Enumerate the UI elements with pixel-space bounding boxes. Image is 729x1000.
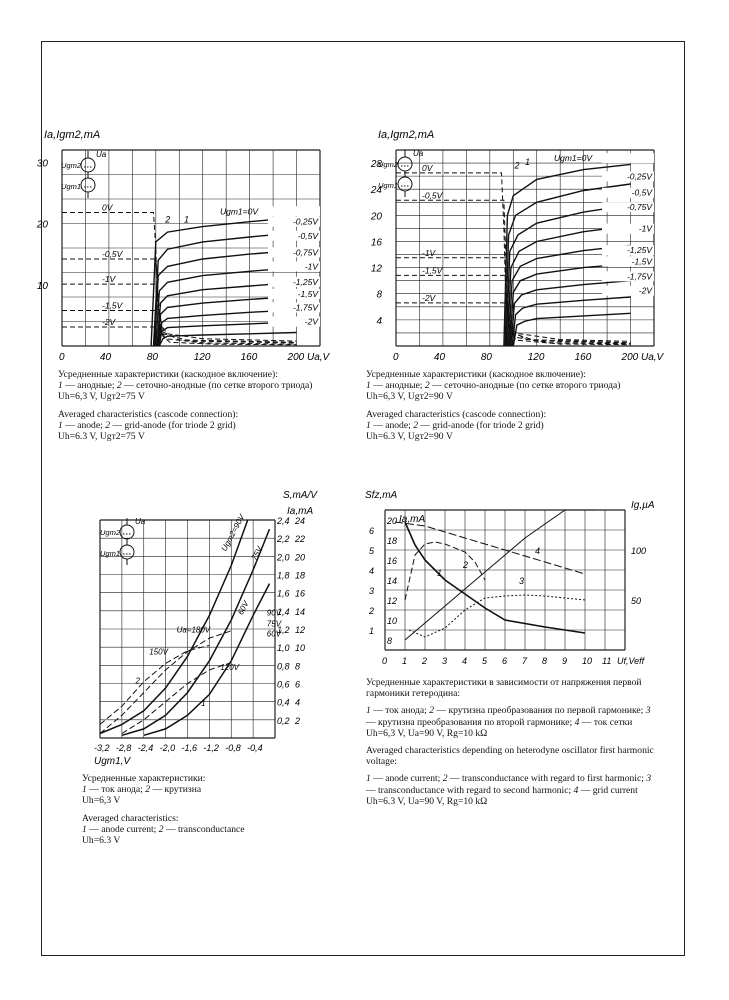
curve-label-bg xyxy=(602,153,654,163)
x-tick-label: 6 xyxy=(502,656,508,666)
curve-label: 1 xyxy=(437,568,443,578)
x-tick-label: 7 xyxy=(522,656,528,666)
y-axis-label: Ia,Igт2,mA xyxy=(378,129,435,141)
y-tick-label-s: 0,8 xyxy=(277,661,290,672)
caption-number: 3 xyxy=(645,705,651,717)
y-tick-label-s: 1,6 xyxy=(277,588,290,599)
y-tick-label: 30 xyxy=(36,158,48,170)
y-tick-label-s: 0,2 xyxy=(277,715,290,726)
caption-number: 2 xyxy=(424,380,430,392)
y-tick-label-ia: 10 xyxy=(387,616,398,626)
y-tick-label: 24 xyxy=(295,516,306,526)
y-tick-label: 22 xyxy=(295,534,306,545)
curve-label: 60V xyxy=(236,599,251,617)
label-ugt2: Ugт2 xyxy=(61,161,82,170)
y-tick-label: 12 xyxy=(295,625,306,635)
caption-text: — anode current; xyxy=(89,823,157,835)
curve-label: Ugт2=90V xyxy=(219,512,247,553)
y-tick-label-ig: 50 xyxy=(631,596,642,606)
grid-voltage-label: -1V xyxy=(422,247,436,258)
y-tick-label-s: 1,8 xyxy=(277,570,290,581)
caption-number: 1 xyxy=(366,419,371,431)
x-tick-label: 3 xyxy=(442,656,448,666)
x-tick-label: -3,2 xyxy=(94,743,110,753)
caption-params: Uh=6,3 V, Ua=90 V, Rg=10 kΩ xyxy=(366,727,488,739)
caption-number: 3 xyxy=(646,773,652,785)
x-tick-label: 160 xyxy=(574,352,592,363)
y-tick-label: 20 xyxy=(370,211,382,223)
x-tick-label: 160 xyxy=(240,352,258,363)
curve-label: -0,75V xyxy=(626,202,652,213)
label-ugt2: Ugт2 xyxy=(378,160,399,169)
caption-number: 1 xyxy=(58,380,63,392)
label-ugt1: Ugт1 xyxy=(100,549,121,558)
y-tick-label: 20 xyxy=(36,219,48,231)
grid-voltage-label: -0,5V xyxy=(102,249,123,260)
y-tick-label: 8 xyxy=(295,661,301,672)
curve-label: 2 xyxy=(463,560,469,570)
heterodyne-curve xyxy=(405,522,585,633)
label-ua: Ua xyxy=(413,149,424,158)
caption-text: — grid-anode (for triode 2 grid) xyxy=(420,419,544,431)
grid-voltage-label: -2V xyxy=(102,317,116,328)
curve-label: 150V xyxy=(149,647,168,657)
caption-text: — anode current; xyxy=(373,773,441,785)
y-axis-label: Ia,Igт2,mA xyxy=(44,129,101,141)
caption-number: 2 xyxy=(105,419,110,431)
caption-params: Uh=6,3 V xyxy=(82,795,121,807)
curve-label: 1 xyxy=(201,699,206,709)
y-tick-label-s: 0,4 xyxy=(277,697,290,708)
caption-text: — крутизна преобразования по первой гармонике; xyxy=(436,705,644,717)
x-tick-label: -2,0 xyxy=(159,743,176,753)
caption-number: 1 xyxy=(366,705,371,717)
y-tick-label-ia: 8 xyxy=(387,636,393,646)
y-tick-label: 20 xyxy=(295,552,306,563)
y-tick-label-ig: 100 xyxy=(631,546,647,556)
y-tick-label-s: 4 xyxy=(369,566,375,576)
y-axis-label: Sfz,mA xyxy=(365,490,398,501)
x-tick-label: -2,8 xyxy=(115,743,132,753)
y-tick-label: 28 xyxy=(370,159,382,171)
curve-label: Ua=180V xyxy=(176,625,211,635)
curve-label: 90V xyxy=(266,608,282,618)
y-axis-label: Ia,mA xyxy=(399,514,426,525)
x-tick-label: 0 xyxy=(59,352,65,363)
caption-number: 4 xyxy=(574,716,580,728)
caption-text: — transconductance with regard to first harmonic; xyxy=(449,773,644,785)
y-tick-label-s: 2,2 xyxy=(277,534,290,545)
curve-label: 75V xyxy=(266,619,282,629)
y-axis-label: Ia,mA xyxy=(287,506,314,517)
x-tick-label: 11 xyxy=(602,656,612,666)
caption-text: — transconductance with regard to second harmonic; xyxy=(366,784,572,796)
x-tick-label: 9 xyxy=(562,656,568,666)
curve-label: 120V xyxy=(220,662,239,672)
caption-text: — крутизна xyxy=(152,784,202,796)
caption-params: Uh=6.3 V, Ua=90 V, Rg=10 kΩ xyxy=(366,795,488,807)
y-tick-label-s: 2,4 xyxy=(277,516,290,526)
x-tick-label: 80 xyxy=(480,352,492,363)
curve-label: -1,5V xyxy=(631,256,652,267)
caption-text: — transconductance xyxy=(165,823,245,835)
caption-text: — ток сетки xyxy=(581,716,633,728)
caption-text: — grid-anode (for triode 2 grid) xyxy=(112,419,236,431)
curve-label-bg xyxy=(268,206,320,216)
curve-marker: 1 xyxy=(525,157,531,168)
transconductance-curve xyxy=(144,584,270,736)
caption-number: 4 xyxy=(573,784,579,796)
curve-label: -1,75V xyxy=(626,271,652,282)
caption-chart-4 xyxy=(366,677,661,807)
label-ugt2: Ugт2 xyxy=(100,528,121,537)
caption-params: Uh=6.3 V xyxy=(82,835,121,847)
caption-number: 1 xyxy=(366,773,371,785)
x-axis-label: Uf,Veff xyxy=(617,656,645,666)
x-tick-label: -0,4 xyxy=(247,743,263,753)
x-tick-label: -2,4 xyxy=(137,743,154,753)
x-tick-label: 120 xyxy=(193,352,211,363)
caption-params: Uh=6,3 V, Ugт2=75 V xyxy=(58,391,145,403)
label-ua: Ua xyxy=(135,517,146,526)
x-tick-label: 10 xyxy=(582,656,593,666)
caption-chart-3 xyxy=(82,773,332,846)
y-tick-label-s: 2,0 xyxy=(277,552,290,563)
caption-number: 2 xyxy=(145,784,151,796)
caption-text: — grid current xyxy=(580,784,638,796)
caption-ru-title: Усредненные характеристики в зависимости от напряжения первой гармоники гетеродина: xyxy=(366,677,642,700)
y-tick-label-s: 1 xyxy=(369,626,375,636)
curve-label: -1V xyxy=(638,223,652,234)
y-tick-label: 4 xyxy=(376,315,382,327)
anode-characteristics-chart-75v xyxy=(36,120,340,365)
x-tick-label: 0 xyxy=(382,656,388,666)
caption-text: — anode; xyxy=(373,419,411,431)
y-tick-label-s: 0,6 xyxy=(277,679,290,690)
x-tick-label: 5 xyxy=(482,656,488,666)
x-tick-label: 4 xyxy=(462,656,468,666)
grid-voltage-label: -1V xyxy=(102,274,116,285)
y-tick-label: 10 xyxy=(295,643,306,654)
y-tick-label: 12 xyxy=(370,263,382,275)
y-tick-label-s: 6 xyxy=(369,526,375,536)
caption-number: 2 xyxy=(413,419,418,431)
y-tick-label: 10 xyxy=(36,280,48,292)
caption-text: — крутизна преобразования по второй гармонике; xyxy=(366,716,573,728)
caption-params: Uh=6.3 V, Ugт2=75 V xyxy=(58,431,145,443)
triode-icon xyxy=(81,178,95,192)
curve-label: 3 xyxy=(519,576,525,586)
grid-voltage-label: 0V xyxy=(102,202,113,213)
grid-voltage-label: 0V xyxy=(422,162,433,173)
y-tick-label: 2 xyxy=(295,715,301,726)
label-ugt1: Ugт1 xyxy=(378,181,399,190)
y-tick-label-ia: 14 xyxy=(387,576,398,586)
curve-marker: 1 xyxy=(183,214,189,225)
y-tick-label-s: 1,2 xyxy=(277,625,290,635)
caption-text: — анодные; xyxy=(65,380,115,392)
y-tick-label: 14 xyxy=(295,606,306,617)
caption-text: — анодные; xyxy=(373,380,423,392)
caption-chart-1 xyxy=(58,369,348,442)
x-tick-label: 200 Ua,V xyxy=(287,352,330,363)
curve-marker: 2 xyxy=(165,214,171,225)
x-tick-label: -1,2 xyxy=(203,743,219,753)
caption-number: 1 xyxy=(366,380,371,392)
y-tick-label: 16 xyxy=(370,237,382,249)
x-axis-label: Ugт1,V xyxy=(94,756,131,767)
curve-label: -0,25V xyxy=(292,216,318,227)
caption-number: 1 xyxy=(82,823,87,835)
y-tick-label-s: 1,0 xyxy=(277,643,290,654)
caption-number: 1 xyxy=(58,419,63,431)
y-tick-label-s: 2 xyxy=(369,606,375,616)
caption-en-title: Averaged characteristics (cascode connection): xyxy=(366,408,547,420)
y-tick-label-ia: 18 xyxy=(387,536,398,546)
y-tick-label-ia: 16 xyxy=(387,556,398,566)
y-tick-label: 18 xyxy=(295,570,306,581)
curve-label: Ugт1=0V xyxy=(553,153,592,164)
caption-en-title: Averaged characteristics (cascode connection): xyxy=(58,408,239,420)
y-tick-label: 6 xyxy=(295,679,301,690)
curve-label: 2 xyxy=(135,676,140,686)
x-tick-label: -0,8 xyxy=(225,743,241,753)
curve-label: -2V xyxy=(638,285,652,296)
y-tick-label: 16 xyxy=(295,588,306,599)
caption-number: 2 xyxy=(429,705,435,717)
caption-number: 1 xyxy=(82,784,87,796)
curve-label: 60V xyxy=(266,629,282,639)
triode-icon xyxy=(81,158,95,172)
caption-en-title: Averaged characteristics depending on heterodyne oscillator first harmonic voltage: xyxy=(366,745,654,768)
y-axis-label: S,mA/V xyxy=(283,490,317,501)
curve-label: -0,75V xyxy=(292,247,318,258)
x-tick-label: 0 xyxy=(393,352,399,363)
caption-number: 2 xyxy=(116,380,122,392)
caption-text: — anode; xyxy=(65,419,103,431)
caption-text: — сеточно-анодные (по сетке второго триода) xyxy=(432,380,621,392)
curve-label: -1,75V xyxy=(292,302,318,313)
caption-params: Uh=6.3 V, Ugт2=90 V xyxy=(366,431,453,443)
curve-label: -0,5V xyxy=(297,230,318,241)
grid-voltage-label: -1,5V xyxy=(102,300,123,311)
caption-ru-title: Усредненные характеристики: xyxy=(82,773,206,784)
x-tick-label: 8 xyxy=(542,656,548,666)
caption-number: 2 xyxy=(442,773,448,785)
caption-text: — сеточно-анодные (по сетке второго триода) xyxy=(124,380,313,392)
transconductance-chart xyxy=(70,480,340,775)
curve-label: -0,5V xyxy=(631,187,652,198)
heterodyne-curve xyxy=(405,510,595,640)
caption-chart-2 xyxy=(366,369,666,442)
x-tick-label: 40 xyxy=(99,352,112,363)
caption-en-title: Averaged characteristics: xyxy=(82,812,179,824)
y-tick-label: 4 xyxy=(295,697,301,708)
y-tick-label: 8 xyxy=(376,289,382,301)
curve-label: -2V xyxy=(304,316,318,327)
caption-text: — ток анода; xyxy=(373,705,427,717)
curve-label: -1,5V xyxy=(297,289,318,299)
x-tick-label: 200 Ua,V xyxy=(621,352,664,363)
curve-label: -1,25V xyxy=(292,276,318,287)
caption-params: Uh=6,3 V, Ugт2=90 V xyxy=(366,391,453,403)
x-tick-label: 1 xyxy=(402,656,408,666)
grid-voltage-label: -1,5V xyxy=(422,265,443,276)
grid-voltage-label: -0,5V xyxy=(422,190,443,201)
curve-label: Ugт1=0V xyxy=(219,206,258,217)
label-ugt1: Ugт1 xyxy=(61,182,82,191)
y-tick-label: 24 xyxy=(370,185,382,197)
y-tick-label-s: 3 xyxy=(369,586,375,596)
y-tick-label-ia: 12 xyxy=(387,596,398,606)
curve-marker: 2 xyxy=(514,160,520,171)
y-tick-label-s: 5 xyxy=(369,546,375,556)
curve-label: -0,25V xyxy=(626,171,652,182)
x-tick-label: 40 xyxy=(433,352,446,363)
curve-label: -1V xyxy=(304,261,318,272)
x-tick-label: 120 xyxy=(527,352,545,363)
label-ua: Ua xyxy=(96,150,107,159)
caption-ru-title: Усредненные характеристики (каскодное включение): xyxy=(58,369,278,380)
caption-number: 2 xyxy=(158,823,164,835)
caption-ru-title: Усредненные характеристики (каскодное включение): xyxy=(366,369,586,380)
curve-label: 4 xyxy=(535,546,541,556)
x-tick-label: 2 xyxy=(422,656,428,666)
triode-icon xyxy=(398,157,412,171)
x-tick-label: -1,6 xyxy=(181,743,198,753)
curve-label: -1,25V xyxy=(626,245,652,256)
x-tick-label: 80 xyxy=(146,352,158,363)
curve-label: 75V xyxy=(249,545,265,562)
y-tick-label-s: 1,4 xyxy=(277,606,290,617)
heterodyne-characteristics-chart xyxy=(355,480,665,675)
y-axis-label: Ig,µA xyxy=(631,500,655,511)
anode-characteristics-chart-90v xyxy=(360,120,670,365)
grid-voltage-label: -2V xyxy=(422,292,436,303)
y-tick-label-ia: 20 xyxy=(387,516,398,526)
caption-text: — ток анода; xyxy=(89,784,143,796)
